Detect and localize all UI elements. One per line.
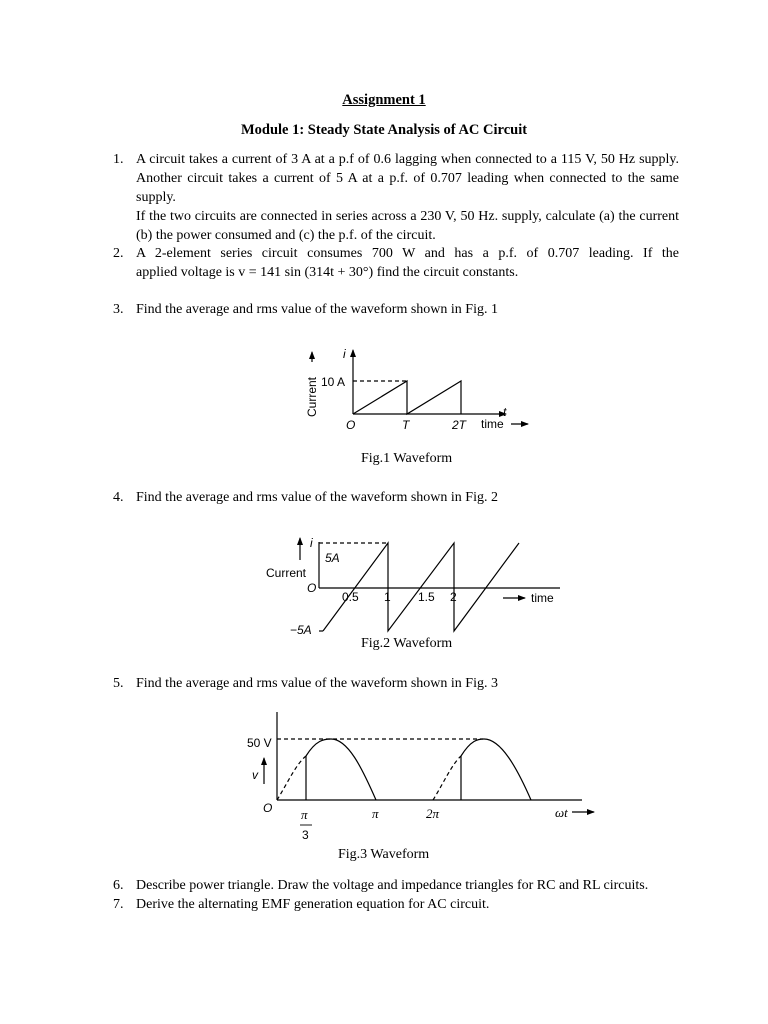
module-heading: Module 1: Steady State Analysis of AC Circuit: [240, 122, 528, 138]
waveform: [323, 543, 519, 631]
question-line: applied voltage is v = 141 sin (314t + 30°) find the circuit constants.: [136, 265, 519, 280]
fig2-peak-label: 5A: [325, 551, 340, 565]
figure-1-caption: Fig.1 Waveform: [361, 451, 453, 466]
question-number: 1.: [113, 152, 124, 167]
question-number: 4.: [113, 490, 124, 505]
fig3-origin: O: [263, 801, 273, 815]
fig2-origin: O: [307, 581, 317, 595]
figure-2-caption: Fig.2 Waveform: [361, 636, 453, 651]
fig2-trough-label: −5A: [290, 623, 312, 637]
question-number: 3.: [113, 302, 124, 317]
fig1-tick-t: T: [402, 418, 410, 432]
question-line: Another circuit takes a current of 5 A at a p.f. of 0.707 leading when connected to the same supply.: [136, 171, 679, 205]
fig2-time-label: time: [531, 591, 554, 605]
question-number: 6.: [113, 878, 124, 893]
fig3-peak-label: 50 V: [247, 736, 272, 750]
fig1-t-symbol: t: [503, 405, 507, 419]
question-line: If the two circuits are connected in series across a 230 V, 50 Hz. supply, calculate (a) the current: [136, 209, 679, 224]
fig1-i-symbol: i: [343, 347, 346, 361]
fig3-omega-t-label: ωt: [555, 805, 568, 820]
question-number: 7.: [113, 897, 124, 912]
question-line: Find the average and rms value of the waveform shown in Fig. 3: [136, 676, 498, 691]
fig1-time-label: time: [481, 417, 504, 431]
fig1-peak-label: 10 A: [321, 375, 346, 389]
question-line: Derive the alternating EMF generation equation for AC circuit.: [136, 897, 490, 912]
question-line: A 2-element series circuit consumes 700 W and has a p.f. of 0.707 leading. If the: [136, 246, 679, 261]
fig2-i-symbol: i: [310, 536, 313, 550]
fig1-tick-2t: 2T: [452, 418, 467, 432]
question-line: Find the average and rms value of the waveform shown in Fig. 2: [136, 490, 498, 505]
question-number: 2.: [113, 246, 124, 261]
question-line: Find the average and rms value of the waveform shown in Fig. 1: [136, 302, 498, 317]
waveform: [353, 381, 461, 414]
fig3-tick-2pi: 2π: [426, 806, 440, 821]
fig2-tick-0-5: 0.5: [342, 590, 359, 604]
fig2-tick-1: 1: [384, 590, 391, 604]
fig3-tick-pi-over-3-den: 3: [302, 828, 309, 842]
conduction-1: [306, 739, 376, 800]
fig2-tick-1-5: 1.5: [418, 590, 435, 604]
dashed-rise-2: [433, 756, 461, 800]
question-line: Describe power triangle. Draw the voltage and impedance triangles for RC and RL circuits.: [136, 878, 649, 893]
fig3-tick-pi: π: [372, 806, 379, 821]
fig1-tick-o: O: [346, 418, 356, 432]
fig1-y-axis-label: Current: [305, 376, 319, 417]
fig2-y-axis-label: Current: [266, 566, 307, 580]
question-line: A circuit takes a current of 3 A at a p.f of 0.6 lagging when connected to a 115 V, 50 Hz supply.: [136, 152, 679, 167]
fig3-tick-pi-over-3-num: π: [301, 807, 308, 822]
dashed-rise-1: [277, 756, 306, 800]
fig3-v-symbol: v: [252, 768, 258, 782]
conduction-2: [461, 739, 531, 800]
fig2-tick-2: 2: [450, 590, 457, 604]
question-number: 5.: [113, 676, 124, 691]
question-line: (b) the power consumed and (c) the p.f. of the circuit.: [136, 228, 436, 243]
figure-3-caption: Fig.3 Waveform: [338, 847, 430, 862]
assignment-title: Assignment 1: [342, 92, 426, 108]
